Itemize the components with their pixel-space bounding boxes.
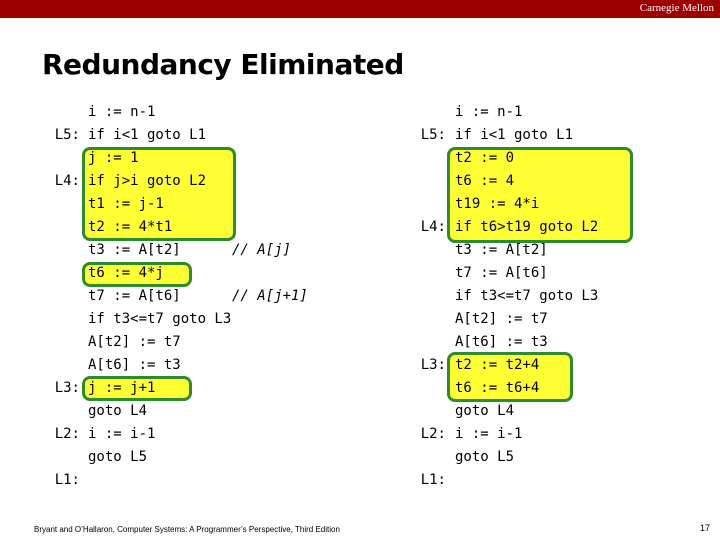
- code-line: t7 := A[t6]: [455, 265, 548, 281]
- code-line: i := i-1: [88, 426, 156, 442]
- code-line: if t3<=t7 goto L3: [88, 311, 232, 327]
- slide-title: Redundancy Eliminated: [42, 48, 404, 81]
- code-line: if j>i goto L2: [88, 173, 207, 189]
- code-label: L4:: [420, 219, 446, 235]
- code-line: i := n-1: [455, 104, 523, 120]
- code-comment: // A[j]: [232, 242, 292, 258]
- code-label: L2:: [420, 426, 446, 442]
- page-number: 17: [699, 523, 710, 533]
- brand-label: Carnegie Mellon: [639, 2, 714, 14]
- code-line: goto L4: [88, 403, 148, 419]
- header-bar: [0, 0, 720, 18]
- code-label: L5:: [420, 127, 446, 143]
- code-label: L3:: [54, 380, 80, 396]
- code-line: A[t6] := t3: [455, 334, 548, 350]
- code-line: t3 := A[t2]: [88, 242, 181, 258]
- code-line: A[t2] := t7: [455, 311, 548, 327]
- code-line: t19 := 4*i: [455, 196, 540, 212]
- code-line: if i<1 goto L1: [88, 127, 207, 143]
- code-line: t1 := j-1: [88, 196, 164, 212]
- code-label: L1:: [54, 472, 80, 488]
- code-line: t6 := 4: [455, 173, 515, 189]
- code-line: goto L5: [88, 449, 148, 465]
- code-line: if t6>t19 goto L2: [455, 219, 599, 235]
- code-line: t2 := 4*t1: [88, 219, 173, 235]
- code-line: i := n-1: [88, 104, 156, 120]
- code-line: t3 := A[t2]: [455, 242, 548, 258]
- code-label: L1:: [420, 472, 446, 488]
- code-line: A[t2] := t7: [88, 334, 181, 350]
- code-line: A[t6] := t3: [88, 357, 181, 373]
- footer-citation: Bryant and O’Hallaron, Computer Systems: A Programmer’s Perspective, Third Edition: [34, 525, 340, 534]
- code-line: t6 := 4*j: [88, 265, 164, 281]
- code-comment: // A[j+1]: [232, 288, 308, 304]
- code-label: L3:: [420, 357, 446, 373]
- code-line: j := j+1: [88, 380, 156, 396]
- code-label: L2:: [54, 426, 80, 442]
- code-line: t2 := t2+4: [455, 357, 540, 373]
- code-line: goto L5: [455, 449, 515, 465]
- code-label: L4:: [54, 173, 80, 189]
- code-line: t6 := t6+4: [455, 380, 540, 396]
- code-line: if t3<=t7 goto L3: [455, 288, 599, 304]
- code-line: t2 := 0: [455, 150, 515, 166]
- code-line: t7 := A[t6]: [88, 288, 181, 304]
- code-label: L5:: [54, 127, 80, 143]
- code-line: i := i-1: [455, 426, 523, 442]
- code-line: if i<1 goto L1: [455, 127, 574, 143]
- code-line: j := 1: [88, 150, 139, 166]
- code-line: goto L4: [455, 403, 515, 419]
